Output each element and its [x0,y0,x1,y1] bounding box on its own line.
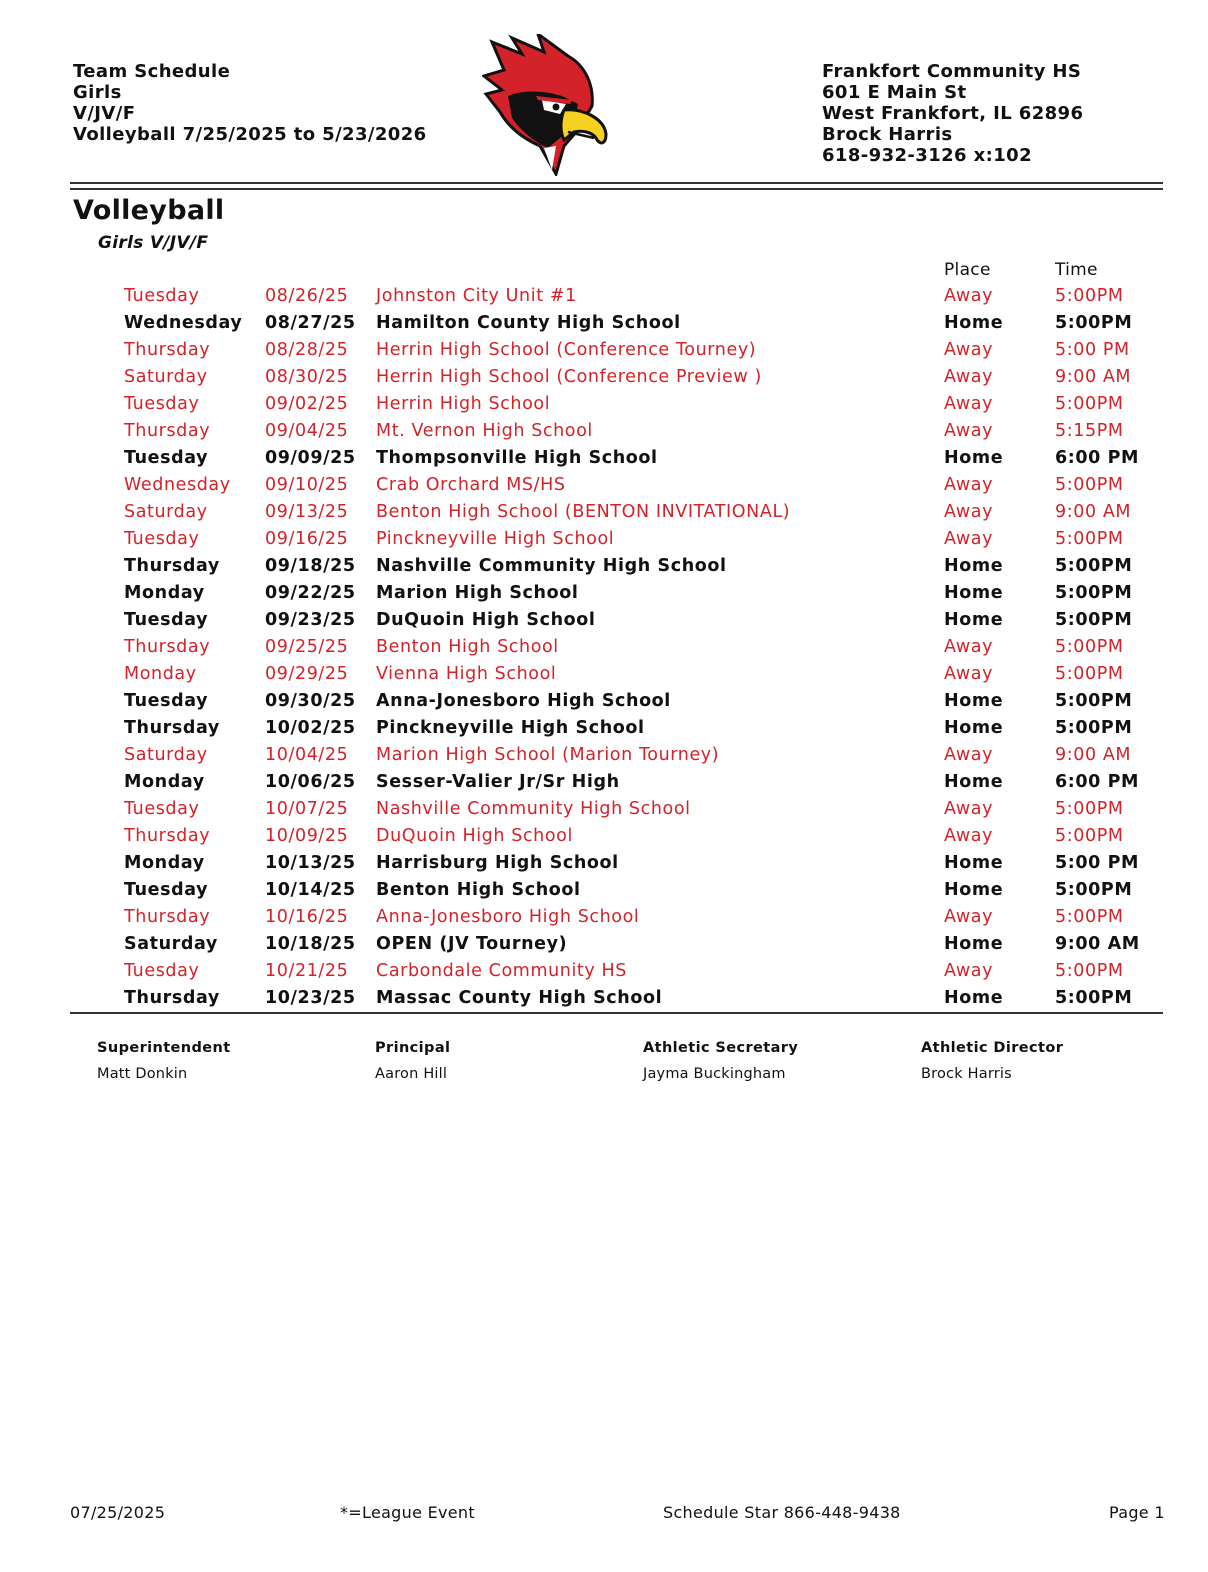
game-time: 5:15PM [1055,421,1124,441]
game-day: Monday [124,583,205,603]
game-date: 09/02/25 [265,394,349,414]
staff-name: Brock Harris [921,1066,1012,1082]
game-time: 6:00 PM [1055,772,1140,792]
game-place: Away [944,799,994,819]
game-day: Monday [124,664,197,684]
schedule-row [0,904,1208,931]
game-day: Tuesday [124,799,200,819]
game-place: Away [944,340,994,360]
schedule-row [0,634,1208,661]
game-time: 9:00 AM [1055,745,1132,765]
contact-phone: 618-932-3126 x:102 [822,145,1033,166]
game-date: 09/29/25 [265,664,349,684]
schedule-row [0,958,1208,985]
game-opponent: Mt. Vernon High School [376,421,593,441]
game-time: 5:00 PM [1055,853,1140,873]
game-time: 5:00PM [1055,691,1133,711]
game-time: 5:00PM [1055,556,1133,576]
game-date: 10/09/25 [265,826,349,846]
schedule-row [0,769,1208,796]
contact-name: Brock Harris [822,124,953,145]
team-subtitle: Girls V/JV/F [98,233,209,253]
staff-athletic-director [921,1040,1063,1082]
game-day: Tuesday [124,286,200,306]
game-day: Tuesday [124,448,209,468]
column-header-place: Place [944,260,991,280]
game-time: 5:00PM [1055,637,1124,657]
game-opponent: Pinckneyville High School [376,718,645,738]
staff-role: Principal [375,1040,451,1056]
schedule-row [0,310,1208,337]
staff-name: Jayma Buckingham [643,1066,786,1082]
game-place: Home [944,610,1004,630]
game-opponent: Benton High School [376,637,559,657]
game-opponent: Crab Orchard MS/HS [376,475,566,495]
game-date: 10/23/25 [265,988,356,1008]
schedule-row [0,283,1208,310]
staff-athletic-secretary [643,1040,798,1082]
game-time: 5:00PM [1055,610,1133,630]
game-opponent: Nashville Community High School [376,799,691,819]
game-day: Wednesday [124,475,231,495]
game-place: Home [944,448,1004,468]
schedule-row [0,499,1208,526]
game-place: Home [944,556,1004,576]
game-place: Away [944,529,994,549]
game-day: Tuesday [124,691,209,711]
game-opponent: Thompsonville High School [376,448,658,468]
game-day: Tuesday [124,529,200,549]
game-date: 08/26/25 [265,286,349,306]
game-day: Thursday [124,907,211,927]
header-gender: Girls [73,82,122,103]
game-time: 9:00 AM [1055,502,1132,522]
game-day: Saturday [124,745,208,765]
game-opponent: DuQuoin High School [376,826,573,846]
schedule-bottom-divider [70,1012,1163,1014]
game-day: Tuesday [124,610,209,630]
game-date: 08/28/25 [265,340,349,360]
game-opponent: OPEN (JV Tourney) [376,934,568,954]
game-day: Thursday [124,988,220,1008]
schedule-row [0,877,1208,904]
game-time: 5:00PM [1055,583,1133,603]
game-opponent: Anna-Jonesboro High School [376,907,640,927]
schedule-row [0,526,1208,553]
school-city: West Frankfort, IL 62896 [822,103,1084,124]
game-date: 10/18/25 [265,934,356,954]
game-date: 10/21/25 [265,961,349,981]
game-day: Saturday [124,502,208,522]
schedule-row [0,985,1208,1012]
footer-provider: Schedule Star 866-448-9438 [663,1503,901,1522]
game-date: 09/13/25 [265,502,349,522]
staff-role: Athletic Director [921,1040,1064,1056]
column-header-time: Time [1055,260,1098,280]
schedule-row [0,472,1208,499]
header-levels: V/JV/F [73,103,136,124]
staff-role: Superintendent [97,1040,231,1056]
game-day: Tuesday [124,961,200,981]
game-date: 10/06/25 [265,772,356,792]
redbird-mascot-icon [482,34,614,176]
game-opponent: Marion High School (Marion Tourney) [376,745,720,765]
footer-date: 07/25/2025 [70,1503,166,1522]
game-day: Thursday [124,340,211,360]
game-opponent: Carbondale Community HS [376,961,627,981]
schedule-row [0,931,1208,958]
game-time: 5:00PM [1055,907,1124,927]
game-place: Away [944,421,994,441]
game-time: 5:00PM [1055,664,1124,684]
game-opponent: Vienna High School [376,664,557,684]
game-time: 5:00PM [1055,475,1124,495]
game-time: 5:00PM [1055,961,1124,981]
game-date: 09/25/25 [265,637,349,657]
game-place: Home [944,718,1004,738]
game-place: Home [944,691,1004,711]
game-date: 09/09/25 [265,448,356,468]
game-date: 10/16/25 [265,907,349,927]
staff-name: Matt Donkin [97,1066,188,1082]
game-day: Thursday [124,421,211,441]
game-day: Thursday [124,637,211,657]
game-time: 5:00PM [1055,988,1133,1008]
schedule-row [0,337,1208,364]
game-time: 5:00PM [1055,313,1133,333]
schedule-row [0,715,1208,742]
game-opponent: Nashville Community High School [376,556,727,576]
game-time: 5:00PM [1055,718,1133,738]
game-day: Monday [124,853,205,873]
game-day: Saturday [124,934,218,954]
game-place: Away [944,907,994,927]
game-opponent: Herrin High School (Conference Tourney) [376,340,757,360]
game-place: Away [944,961,994,981]
game-place: Away [944,286,994,306]
game-place: Away [944,664,994,684]
header-title: Team Schedule [73,61,231,82]
game-date: 08/30/25 [265,367,349,387]
header-divider-top [70,182,1163,184]
schedule-row [0,391,1208,418]
game-date: 10/07/25 [265,799,349,819]
game-time: 5:00PM [1055,799,1124,819]
staff-principal [375,1040,450,1082]
game-day: Thursday [124,826,211,846]
game-date: 09/10/25 [265,475,349,495]
game-date: 09/18/25 [265,556,356,576]
game-place: Away [944,826,994,846]
schedule-row [0,580,1208,607]
schedule-row [0,661,1208,688]
game-opponent: DuQuoin High School [376,610,596,630]
game-place: Home [944,583,1004,603]
game-date: 09/23/25 [265,610,356,630]
game-date: 09/30/25 [265,691,356,711]
game-opponent: Marion High School [376,583,579,603]
game-opponent: Herrin High School [376,394,551,414]
game-opponent: Anna-Jonesboro High School [376,691,671,711]
schedule-row [0,607,1208,634]
game-place: Away [944,637,994,657]
game-place: Away [944,502,994,522]
game-date: 09/16/25 [265,529,349,549]
game-date: 10/02/25 [265,718,356,738]
game-opponent: Massac County High School [376,988,663,1008]
game-opponent: Johnston City Unit #1 [376,286,577,306]
schedule-row [0,553,1208,580]
header-season: Volleyball 7/25/2025 to 5/23/2026 [73,124,427,145]
game-time: 5:00PM [1055,826,1124,846]
game-opponent: Sesser-Valier Jr/Sr High [376,772,620,792]
staff-role: Athletic Secretary [643,1040,799,1056]
school-street: 601 E Main St [822,82,967,103]
game-opponent: Benton High School [376,880,581,900]
schedule-row [0,445,1208,472]
schedule-row [0,418,1208,445]
game-place: Away [944,475,994,495]
schedule-row [0,688,1208,715]
game-time: 5:00PM [1055,880,1133,900]
game-time: 9:00 AM [1055,934,1140,954]
game-date: 10/14/25 [265,880,356,900]
schedule-row [0,823,1208,850]
game-time: 9:00 AM [1055,367,1132,387]
header-divider-bottom [70,188,1163,190]
game-place: Home [944,313,1004,333]
staff-superintendent [97,1040,231,1082]
sport-title: Volleyball [73,195,225,226]
game-place: Away [944,367,994,387]
game-place: Away [944,745,994,765]
footer-legend: *=League Event [340,1503,475,1522]
game-time: 5:00 PM [1055,340,1130,360]
schedule-row [0,796,1208,823]
school-contact-info [822,61,1083,166]
game-date: 09/04/25 [265,421,349,441]
game-place: Home [944,880,1004,900]
game-place: Home [944,853,1004,873]
school-name: Frankfort Community HS [822,61,1082,82]
game-place: Home [944,772,1004,792]
game-opponent: Hamilton County High School [376,313,681,333]
game-time: 5:00PM [1055,286,1124,306]
game-place: Away [944,394,994,414]
game-opponent: Herrin High School (Conference Preview ) [376,367,762,387]
schedule-row [0,364,1208,391]
schedule-table [0,283,1208,1012]
game-day: Thursday [124,556,220,576]
game-day: Tuesday [124,880,209,900]
schedule-row [0,742,1208,769]
game-date: 09/22/25 [265,583,356,603]
schedule-row [0,850,1208,877]
game-opponent: Pinckneyville High School [376,529,615,549]
schedule-header-info [73,61,427,145]
game-day: Saturday [124,367,208,387]
game-time: 6:00 PM [1055,448,1140,468]
game-day: Thursday [124,718,220,738]
game-time: 5:00PM [1055,529,1124,549]
game-place: Home [944,988,1004,1008]
game-day: Wednesday [124,313,243,333]
game-day: Tuesday [124,394,200,414]
footer-page-number: Page 1 [1109,1503,1165,1522]
game-date: 10/13/25 [265,853,356,873]
game-time: 5:00PM [1055,394,1124,414]
game-date: 10/04/25 [265,745,349,765]
staff-name: Aaron Hill [375,1066,448,1082]
game-opponent: Benton High School (BENTON INVITATIONAL) [376,502,791,522]
game-date: 08/27/25 [265,313,356,333]
game-day: Monday [124,772,205,792]
game-place: Home [944,934,1004,954]
game-opponent: Harrisburg High School [376,853,619,873]
